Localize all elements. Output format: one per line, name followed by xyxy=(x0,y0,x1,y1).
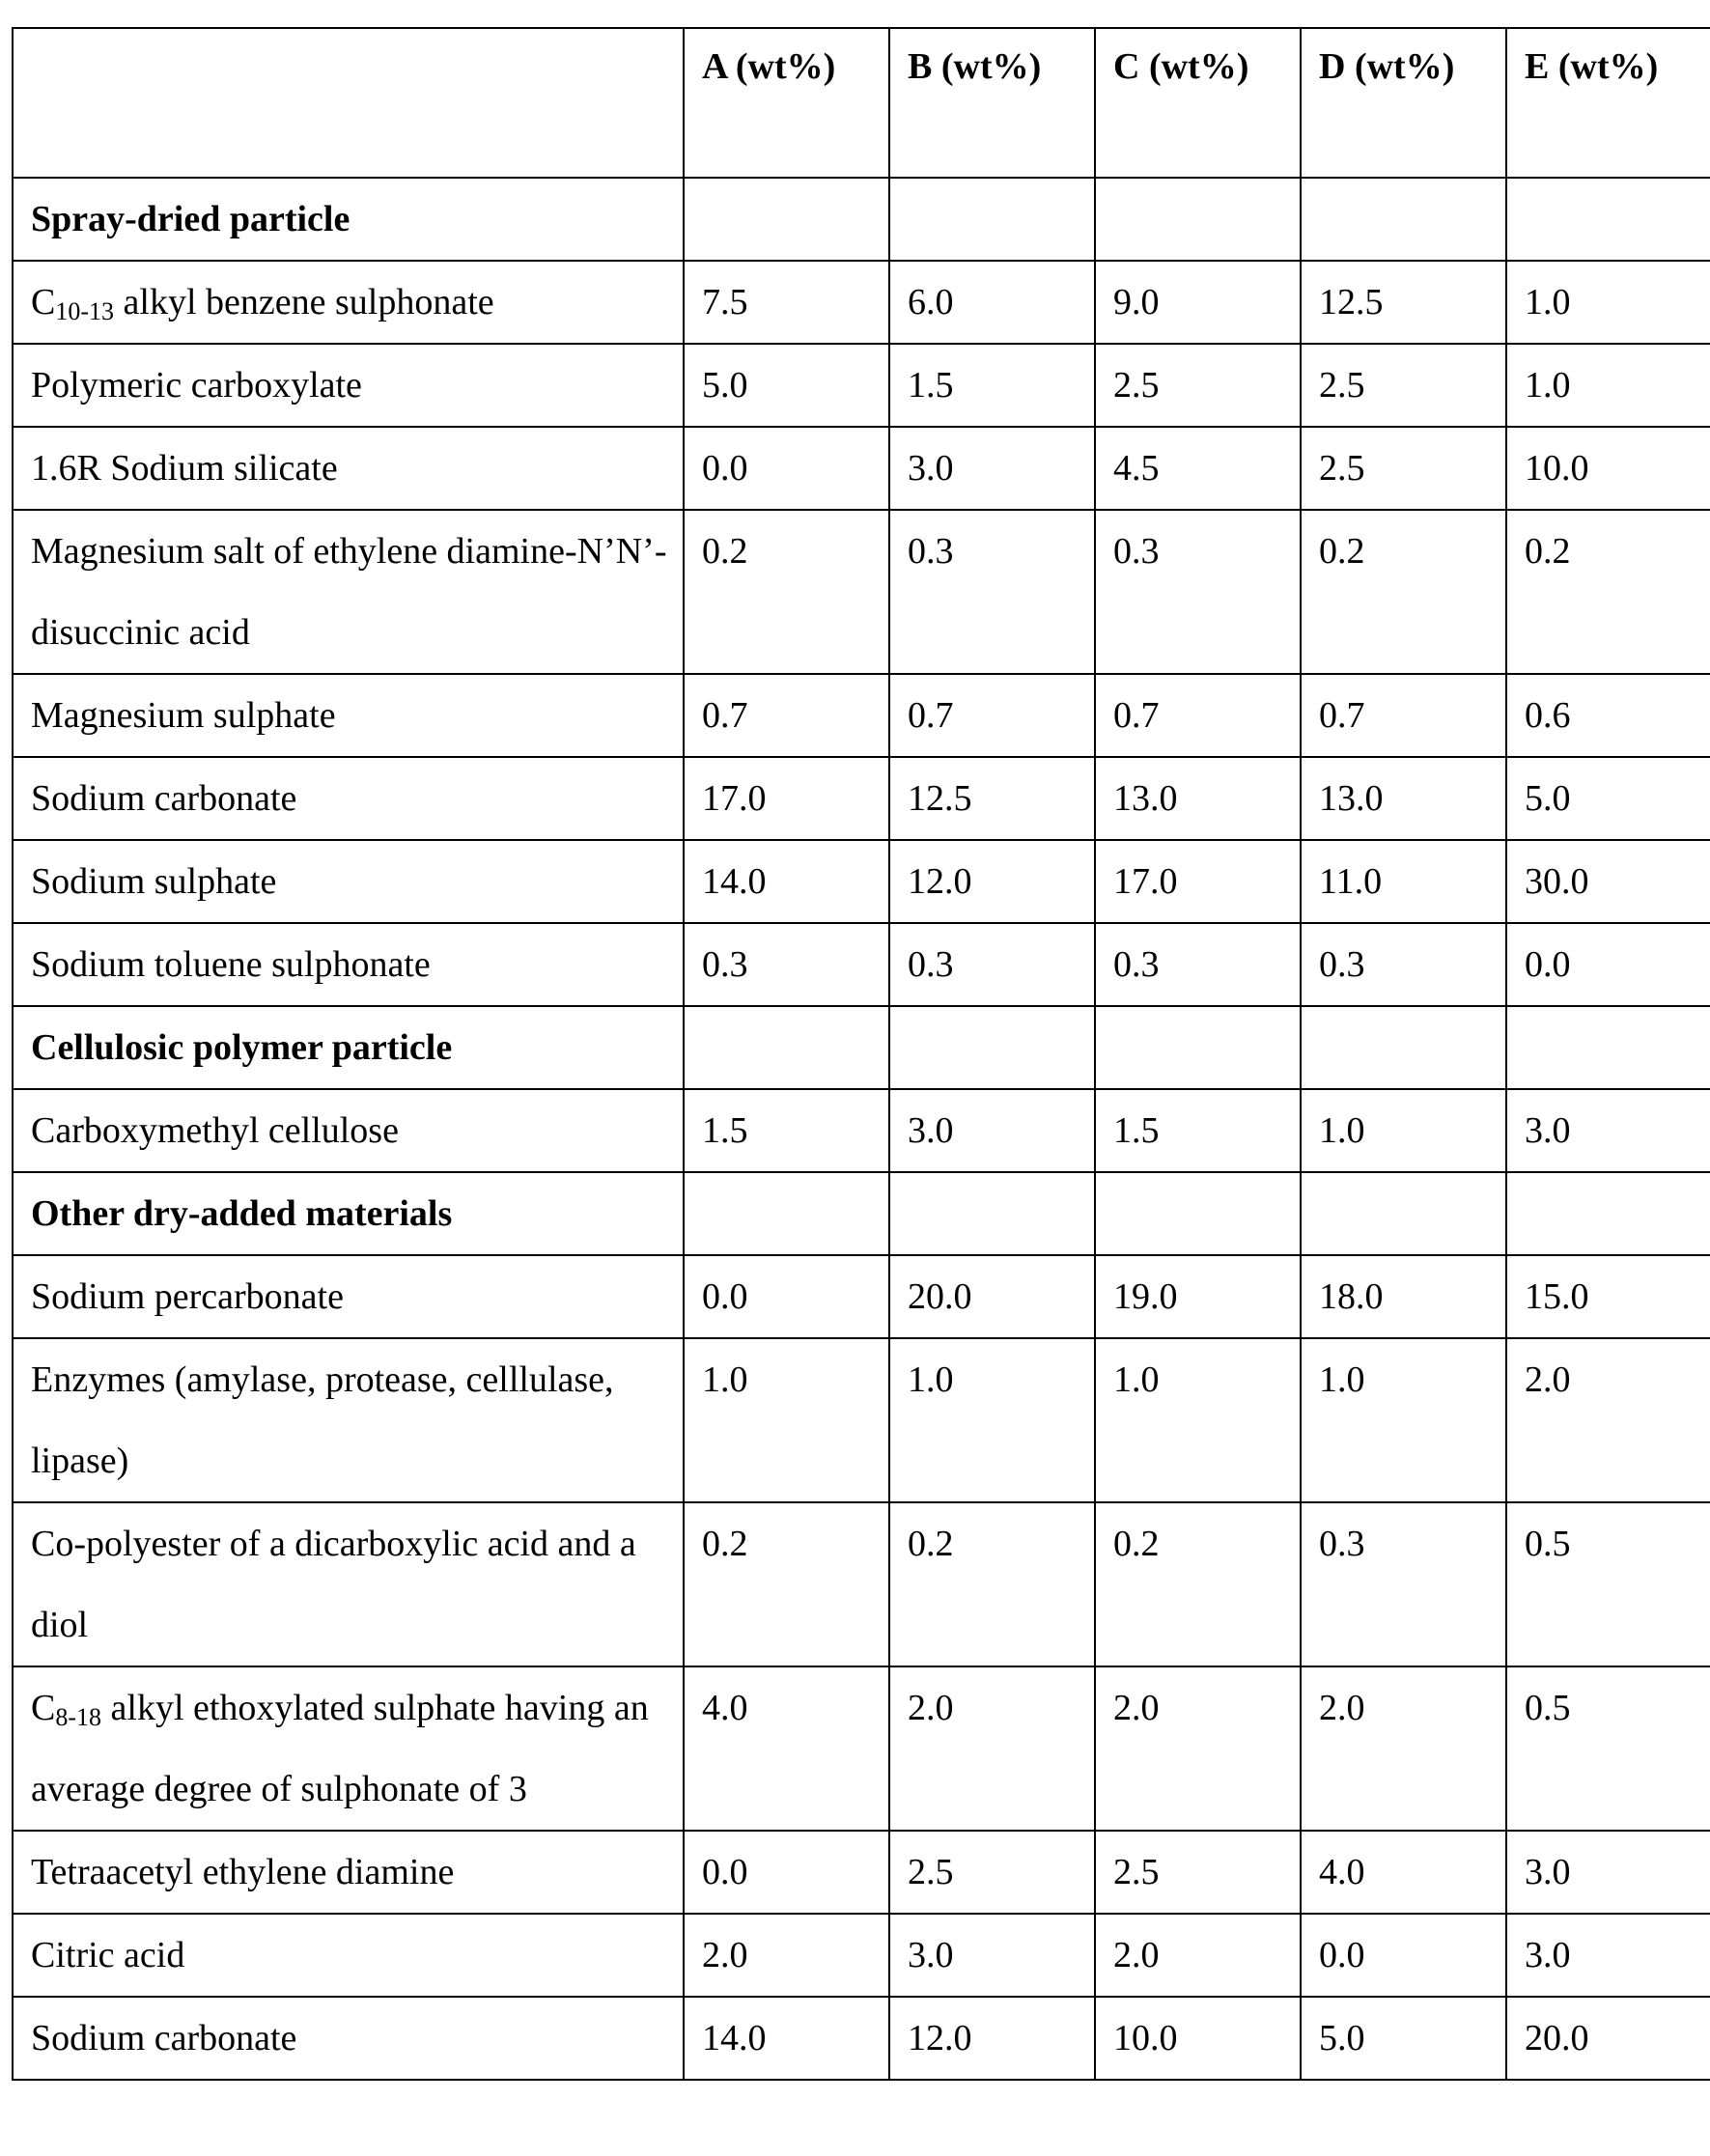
value-cell: 0.0 xyxy=(684,1255,889,1338)
value-cell: 13.0 xyxy=(1301,757,1506,840)
table-row xyxy=(13,1502,1710,1666)
value-cell: 2.5 xyxy=(1301,427,1506,510)
empty-cell xyxy=(684,178,889,261)
value-cell: 2.5 xyxy=(1301,344,1506,427)
ingredient-subscript: 10-13 xyxy=(55,297,114,325)
value-cell: 2.5 xyxy=(889,1831,1095,1914)
ingredient-cell xyxy=(13,1255,684,1338)
value-cell: 0.3 xyxy=(684,923,889,1006)
value-cell: 1.5 xyxy=(1095,1089,1301,1172)
value-cell: 0.3 xyxy=(889,510,1095,674)
empty-cell xyxy=(684,1006,889,1089)
header-column: B (wt%) xyxy=(889,28,1095,178)
value-cell: 14.0 xyxy=(684,1997,889,2080)
value-cell: 12.5 xyxy=(1301,261,1506,344)
value-cell: 12.0 xyxy=(889,1997,1095,2080)
empty-cell xyxy=(1506,1006,1710,1089)
value-cell: 19.0 xyxy=(1095,1255,1301,1338)
value-cell: 0.0 xyxy=(1301,1914,1506,1997)
value-cell: 18.0 xyxy=(1301,1255,1506,1338)
value-cell: 1.0 xyxy=(1301,1338,1506,1502)
value-cell: 1.0 xyxy=(1506,261,1710,344)
value-cell: 0.7 xyxy=(889,674,1095,757)
value-cell: 2.0 xyxy=(1095,1666,1301,1831)
value-cell: 0.2 xyxy=(684,1502,889,1666)
section-row xyxy=(13,178,1710,261)
value-cell: 4.5 xyxy=(1095,427,1301,510)
value-cell: 2.0 xyxy=(1095,1914,1301,1997)
ingredient-prefix: C xyxy=(31,1688,55,1728)
table-row xyxy=(13,1338,1710,1502)
value-cell: 0.0 xyxy=(684,427,889,510)
value-cell: 1.5 xyxy=(889,344,1095,427)
table-row xyxy=(13,1914,1710,1997)
value-cell: 0.7 xyxy=(1301,674,1506,757)
table-row xyxy=(13,1997,1710,2080)
value-cell: 12.5 xyxy=(889,757,1095,840)
section-heading: Cellulosic polymer particle xyxy=(13,1006,684,1089)
value-cell: 5.0 xyxy=(1506,757,1710,840)
ingredient-subscript: 8-18 xyxy=(55,1703,101,1731)
ingredient-cell xyxy=(13,1914,684,1997)
value-cell: 0.7 xyxy=(1095,674,1301,757)
value-cell: 4.0 xyxy=(684,1666,889,1831)
value-cell: 0.2 xyxy=(684,510,889,674)
value-cell: 7.5 xyxy=(684,261,889,344)
table-row xyxy=(13,261,1710,344)
ingredient-label: alkyl benzene sulphonate xyxy=(114,282,494,322)
value-cell: 0.3 xyxy=(889,923,1095,1006)
empty-cell xyxy=(1301,178,1506,261)
empty-cell xyxy=(1506,178,1710,261)
ingredient-cell xyxy=(13,923,684,1006)
value-cell: 3.0 xyxy=(889,1914,1095,1997)
ingredient-label: Polymeric carboxylate xyxy=(31,365,362,406)
value-cell: 17.0 xyxy=(1095,840,1301,923)
empty-cell xyxy=(1301,1006,1506,1089)
value-cell: 17.0 xyxy=(684,757,889,840)
value-cell: 1.0 xyxy=(1506,344,1710,427)
ingredient-label: Carboxymethyl cellulose xyxy=(31,1110,399,1151)
section-heading: Other dry-added materials xyxy=(13,1172,684,1255)
value-cell: 0.2 xyxy=(1506,510,1710,674)
value-cell: 3.0 xyxy=(1506,1831,1710,1914)
ingredient-cell xyxy=(13,1502,684,1666)
ingredient-cell xyxy=(13,1338,684,1502)
value-cell: 1.0 xyxy=(1095,1338,1301,1502)
value-cell: 2.5 xyxy=(1095,344,1301,427)
value-cell: 0.0 xyxy=(1506,923,1710,1006)
ingredient-cell xyxy=(13,1666,684,1831)
ingredient-label: Sodium percarbonate xyxy=(31,1276,344,1317)
section-row xyxy=(13,1172,1710,1255)
value-cell: 2.5 xyxy=(1095,1831,1301,1914)
value-cell: 0.6 xyxy=(1506,674,1710,757)
value-cell: 20.0 xyxy=(889,1255,1095,1338)
header-ingredient xyxy=(13,28,684,178)
table-row xyxy=(13,344,1710,427)
empty-cell xyxy=(889,1172,1095,1255)
value-cell: 20.0 xyxy=(1506,1997,1710,2080)
ingredient-label: Sodium sulphate xyxy=(31,861,276,902)
value-cell: 3.0 xyxy=(889,427,1095,510)
value-cell: 0.3 xyxy=(1095,510,1301,674)
value-cell: 1.0 xyxy=(1301,1089,1506,1172)
value-cell: 15.0 xyxy=(1506,1255,1710,1338)
value-cell: 1.0 xyxy=(684,1338,889,1502)
empty-cell xyxy=(1095,178,1301,261)
value-cell: 3.0 xyxy=(1506,1914,1710,1997)
section-row xyxy=(13,1006,1710,1089)
value-cell: 1.0 xyxy=(889,1338,1095,1502)
value-cell: 0.2 xyxy=(1095,1502,1301,1666)
value-cell: 2.0 xyxy=(1301,1666,1506,1831)
table-row xyxy=(13,1089,1710,1172)
value-cell: 10.0 xyxy=(1095,1997,1301,2080)
value-cell: 0.3 xyxy=(1301,923,1506,1006)
header-column: A (wt%) xyxy=(684,28,889,178)
table-row xyxy=(13,674,1710,757)
empty-cell xyxy=(889,178,1095,261)
ingredient-prefix: C xyxy=(31,282,55,322)
table-row xyxy=(13,510,1710,674)
value-cell: 11.0 xyxy=(1301,840,1506,923)
table-row xyxy=(13,1666,1710,1831)
header-row xyxy=(13,28,1710,178)
table-row xyxy=(13,1255,1710,1338)
formulation-table xyxy=(12,27,1710,2081)
ingredient-cell xyxy=(13,510,684,674)
ingredient-label: Sodium carbonate xyxy=(31,778,296,819)
value-cell: 2.0 xyxy=(889,1666,1095,1831)
ingredient-label: Enzymes (amylase, protease, celllulase, lipase) xyxy=(31,1359,623,1481)
value-cell: 4.0 xyxy=(1301,1831,1506,1914)
value-cell: 3.0 xyxy=(1506,1089,1710,1172)
value-cell: 3.0 xyxy=(889,1089,1095,1172)
table-row xyxy=(13,1831,1710,1914)
empty-cell xyxy=(889,1006,1095,1089)
value-cell: 0.3 xyxy=(1301,1502,1506,1666)
ingredient-cell xyxy=(13,1997,684,2080)
empty-cell xyxy=(1301,1172,1506,1255)
value-cell: 13.0 xyxy=(1095,757,1301,840)
ingredient-cell xyxy=(13,427,684,510)
value-cell: 0.2 xyxy=(1301,510,1506,674)
value-cell: 0.0 xyxy=(684,1831,889,1914)
value-cell: 2.0 xyxy=(684,1914,889,1997)
ingredient-label: Magnesium sulphate xyxy=(31,695,336,736)
ingredient-cell xyxy=(13,757,684,840)
value-cell: 1.5 xyxy=(684,1089,889,1172)
value-cell: 12.0 xyxy=(889,840,1095,923)
ingredient-label: Sodium toluene sulphonate xyxy=(31,944,431,985)
ingredient-cell xyxy=(13,344,684,427)
ingredient-label: Magnesium salt of ethylene diamine-N’N’-disuccinic acid xyxy=(31,531,666,653)
table-row xyxy=(13,923,1710,1006)
ingredient-label: Sodium carbonate xyxy=(31,2018,296,2058)
value-cell: 14.0 xyxy=(684,840,889,923)
ingredient-label: 1.6R Sodium silicate xyxy=(31,448,338,489)
value-cell: 0.7 xyxy=(684,674,889,757)
value-cell: 2.0 xyxy=(1506,1338,1710,1502)
value-cell: 0.3 xyxy=(1095,923,1301,1006)
ingredient-label: Tetraacetyl ethylene diamine xyxy=(31,1852,454,1892)
table-row xyxy=(13,757,1710,840)
header-column: E (wt%) xyxy=(1506,28,1710,178)
ingredient-label: Co-polyester of a dicarboxylic acid and a diol xyxy=(31,1524,645,1645)
ingredient-cell xyxy=(13,1831,684,1914)
section-heading: Spray-dried particle xyxy=(13,178,684,261)
ingredient-label: Citric acid xyxy=(31,1935,184,1975)
table-body xyxy=(13,178,1710,2080)
empty-cell xyxy=(1095,1172,1301,1255)
ingredient-cell xyxy=(13,261,684,344)
value-cell: 5.0 xyxy=(1301,1997,1506,2080)
value-cell: 0.5 xyxy=(1506,1666,1710,1831)
empty-cell xyxy=(1095,1006,1301,1089)
empty-cell xyxy=(684,1172,889,1255)
value-cell: 0.2 xyxy=(889,1502,1095,1666)
table-row xyxy=(13,840,1710,923)
value-cell: 10.0 xyxy=(1506,427,1710,510)
value-cell: 5.0 xyxy=(684,344,889,427)
value-cell: 0.5 xyxy=(1506,1502,1710,1666)
value-cell: 6.0 xyxy=(889,261,1095,344)
ingredient-cell xyxy=(13,1089,684,1172)
header-column: C (wt%) xyxy=(1095,28,1301,178)
ingredient-cell xyxy=(13,674,684,757)
value-cell: 9.0 xyxy=(1095,261,1301,344)
empty-cell xyxy=(1506,1172,1710,1255)
header-column: D (wt%) xyxy=(1301,28,1506,178)
table-row xyxy=(13,427,1710,510)
ingredient-cell xyxy=(13,840,684,923)
ingredient-label: alkyl ethoxylated sulphate having an average degree of sulphonate of 3 xyxy=(31,1688,658,1809)
value-cell: 30.0 xyxy=(1506,840,1710,923)
